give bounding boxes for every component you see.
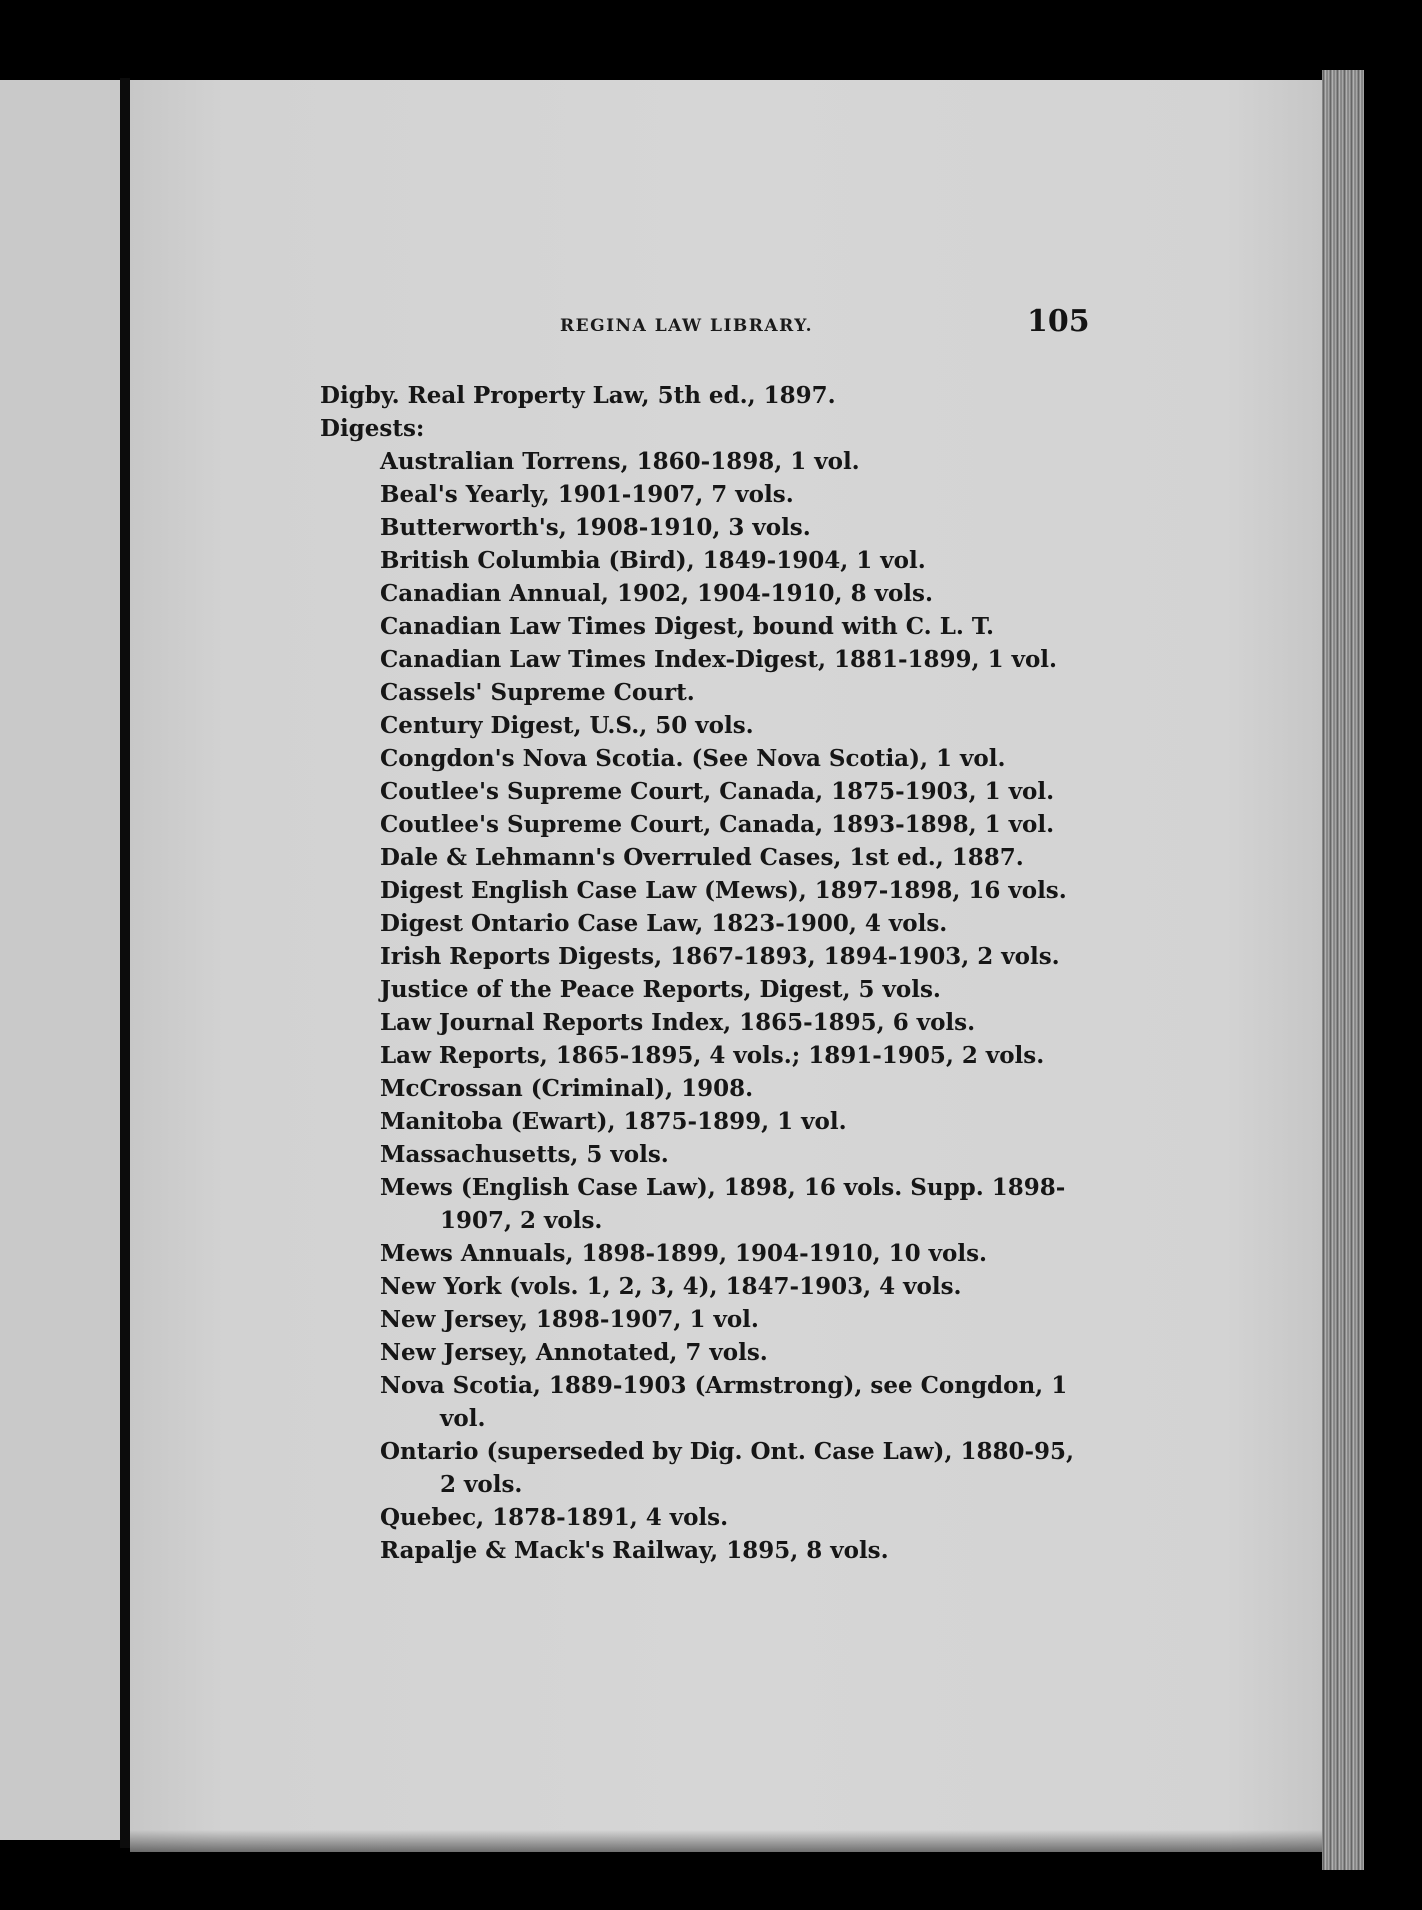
book-gutter [120,78,130,1848]
digest-entry-wrapped [320,1369,1100,1435]
page-number: 105 [1027,304,1090,339]
page-bottom-shadow [130,1830,1322,1852]
digest-entry: Massachusetts, 5 vols. [380,1141,669,1168]
digest-entry-wrapped [320,1435,1100,1501]
digest-entry: Cassels' Supreme Court. [380,679,695,706]
digest-entry: Canadian Law Times Digest, bound with C. L. T. [380,613,995,640]
section-heading-digests: Digests: [320,415,425,442]
digest-entry: Digest Ontario Case Law, 1823-1900, 4 vols. [380,910,948,937]
digest-entry-wrapped [320,1171,1100,1237]
digest-entry: New Jersey, Annotated, 7 vols. [380,1339,768,1366]
digest-entry-continuation: 1907, 2 vols. [440,1207,603,1234]
facing-page-edge [0,80,120,1840]
digest-entry: New York (vols. 1, 2, 3, 4), 1847-1903, 4 vols. [380,1273,962,1300]
digest-entry: Coutlee's Supreme Court, Canada, 1875-1903, 1 vol. [380,778,1055,805]
entry-digby: Digby. Real Property Law, 5th ed., 1897. [320,382,836,409]
digest-entry: Manitoba (Ewart), 1875-1899, 1 vol. [380,1108,847,1135]
digest-entry: Law Journal Reports Index, 1865-1895, 6 vols. [380,1009,976,1036]
digest-entry: New Jersey, 1898-1907, 1 vol. [380,1306,759,1333]
digest-entry-line: Ontario (superseded by Dig. Ont. Case Law), 1880-95, [380,1438,1075,1465]
digest-entry-continuation: vol. [440,1405,486,1432]
digest-entry: Canadian Annual, 1902, 1904-1910, 8 vols. [380,580,933,607]
digest-entry: Mews Annuals, 1898-1899, 1904-1910, 10 vols. [380,1240,988,1267]
digest-entry-continuation: 2 vols. [440,1471,523,1498]
running-title: REGINA LAW LIBRARY. [560,316,814,336]
digest-entry: McCrossan (Criminal), 1908. [380,1075,754,1102]
digest-entry: Quebec, 1878-1891, 4 vols. [380,1504,729,1531]
digest-entry-line: Nova Scotia, 1889-1903 (Armstrong), see Congdon, 1 [380,1372,1068,1399]
digest-entry: Coutlee's Supreme Court, Canada, 1893-1898, 1 vol. [380,811,1055,838]
digest-entry: British Columbia (Bird), 1849-1904, 1 vol. [380,547,926,574]
digest-entry: Dale & Lehmann's Overruled Cases, 1st ed., 1887. [380,844,1024,871]
catalog-listing [320,379,1090,1567]
digest-entry: Beal's Yearly, 1901-1907, 7 vols. [380,481,794,508]
digest-entry: Digest English Case Law (Mews), 1897-1898, 16 vols. [380,877,1067,904]
digest-entry: Congdon's Nova Scotia. (See Nova Scotia), 1 vol. [380,745,1006,772]
digest-entry-line: Mews (English Case Law), 1898, 16 vols. Supp. 1898- [380,1174,1066,1201]
digest-entry: Canadian Law Times Index-Digest, 1881-1899, 1 vol. [380,646,1058,673]
digest-entry: Australian Torrens, 1860-1898, 1 vol. [380,448,860,475]
digest-entry: Century Digest, U.S., 50 vols. [380,712,754,739]
digest-entry: Irish Reports Digests, 1867-1893, 1894-1903, 2 vols. [380,943,1060,970]
digest-entry: Law Reports, 1865-1895, 4 vols.; 1891-1905, 2 vols. [380,1042,1045,1069]
digest-entry: Rapalje & Mack's Railway, 1895, 8 vols. [380,1537,889,1564]
page-edges [1322,70,1364,1870]
digest-entry: Justice of the Peace Reports, Digest, 5 vols. [380,976,941,1003]
digest-entry: Butterworth's, 1908-1910, 3 vols. [380,514,811,541]
